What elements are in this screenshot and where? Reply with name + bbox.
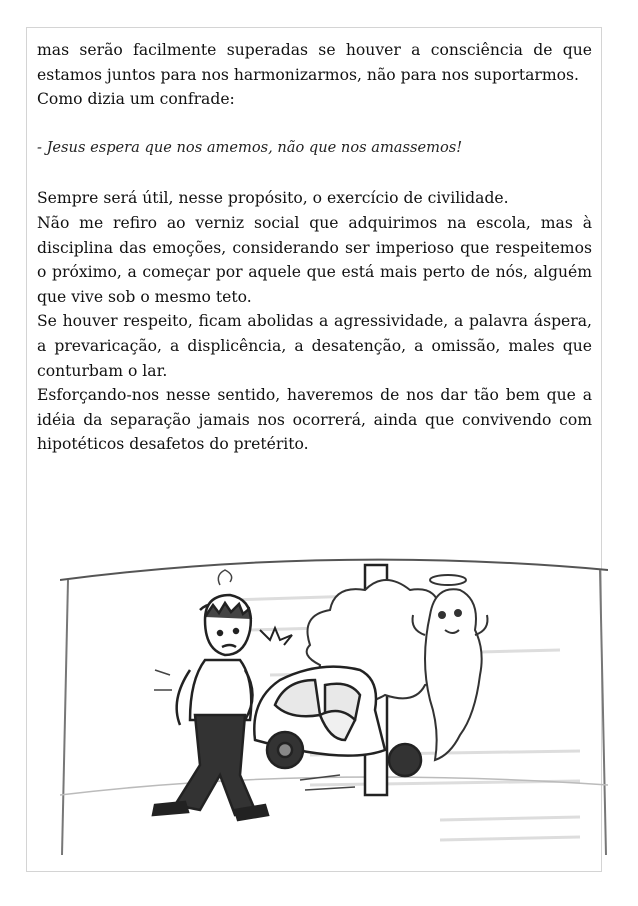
frame-right [600, 570, 606, 855]
paragraph-1: mas serão facilmente superadas se houver a consciência de que estamos juntos para nos harmonizarmos, não para nos suportarmos. [37, 41, 592, 84]
paragraph-3: Não me refiro ao verniz social que adquirimos na escola, mas à disciplina das emoções, considerando ser imperioso que respeitemos o próximo, a começar por aquele que está mais perto de nós, alguém que vive sob o mesmo teto. [37, 213, 592, 306]
frame-curve [60, 560, 608, 580]
text-body [37, 38, 592, 457]
frame-left [62, 580, 68, 855]
quote: - Jesus espera que nos amemos, não que nos amassemos! [37, 138, 463, 156]
walking-man [153, 595, 268, 820]
paragraph-4: Se houver respeito, ficam abolidas a agressividade, a palavra áspera, a prevaricação, a displicência, a desatenção, a omissão, males que conturbam o lar. [37, 312, 592, 380]
paragraph-5: Esforçando-nos nesse sentido, haveremos de nos dar tão bem que a idéia da separação jamais nos ocorrerá, ainda que convivendo com hipotéticos desafetos do pretérito. [37, 386, 592, 454]
cartoon-crash-illustration [60, 555, 608, 860]
paragraph-1b: Como dizia um confrade: [37, 90, 235, 109]
paragraph-2: Sempre será útil, nesse propósito, o exercício de civilidade. [37, 189, 509, 208]
